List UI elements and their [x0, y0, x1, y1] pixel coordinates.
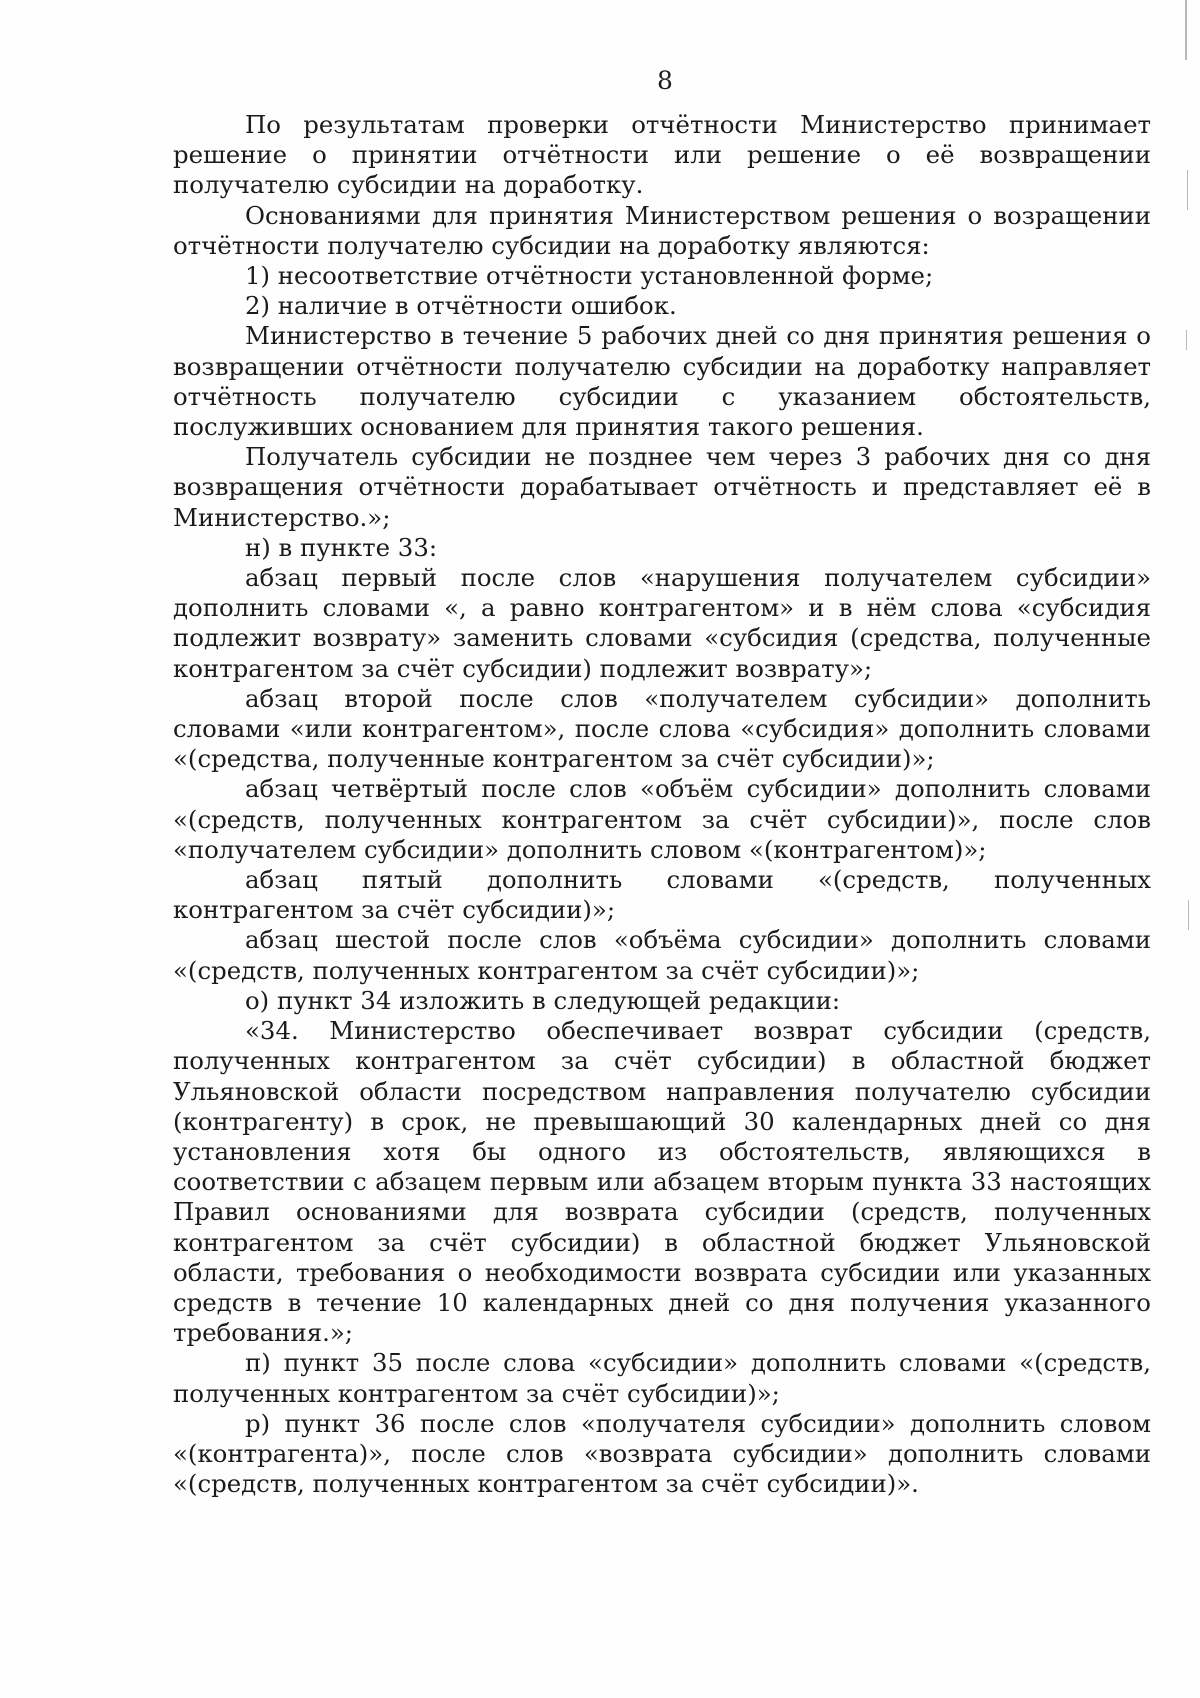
subitem-r-point-36: р) пункт 36 после слов «получателя субсидии» дополнить словом «(контрагента)», после слов «возврата субсидии» дополнить словами «(средств, полученных контрагентом за счёт субсидии)».	[173, 1408, 1151, 1499]
scan-artifact	[1185, 0, 1187, 60]
page-number: 8	[657, 66, 673, 95]
paragraph-ministry-return: Министерство в течение 5 рабочих дней со дня принятия решения о возвращении отчётности получателю субсидии на доработку направляет отчётность получателю субсидии с указанием обстоятельств, послуживших основанием для принятия такого решения.	[173, 321, 1151, 442]
paragraph-abzac-6: абзац шестой после слов «объёма субсидии» дополнить словами «(средств, полученных контрагентом за счёт субсидии)»;	[173, 925, 1151, 985]
document-body	[173, 110, 1151, 1499]
paragraph-abzac-2: абзац второй после слов «получателем субсидии» дополнить словами «или контрагентом», после слова «субсидия» дополнить словами «(средства, полученные контрагентом за счёт субсидии)»;	[173, 683, 1151, 774]
subitem-p-point-35: п) пункт 35 после слова «субсидии» дополнить словами «(средств, полученных контрагентом за счёт субсидии)»;	[173, 1348, 1151, 1408]
paragraph-return-grounds: Основаниями для принятия Министерством решения о возращении отчётности получателю субсидии на доработку являются:	[173, 200, 1151, 260]
paragraph-abzac-5: абзац пятый дополнить словами «(средств, полученных контрагентом за счёт субсидии)»;	[173, 865, 1151, 925]
scan-artifact	[1188, 900, 1189, 930]
paragraph-report-review-decision: По результатам проверки отчётности Министерство принимает решение о принятии отчётности или решение о её возвращении получателю субсидии на доработку.	[173, 110, 1151, 200]
paragraph-point-34: «34. Министерство обеспечивает возврат субсидии (средств, полученных контрагентом за счёт субсидии) в областной бюджет Ульяновской области посредством направления получателю субсидии (контрагенту) в срок, не превышающий 30 календарных дней со дня установления хотя бы одного из обстоятельств, являющихся в соответствии с абзацем первым или абзацем вторым пункта 33 настоящих Правил основаниями для возврата субсидии (средств, полученных контрагентом за счёт субсидии) в областной бюджет Ульяновской области, требования о необходимости возврата субсидии или указанных средств в течение 10 календарных дней со дня получения указанного требования.»;	[173, 1016, 1151, 1348]
subitem-o-heading: о) пункт 34 изложить в следующей редакции:	[245, 985, 841, 1015]
list-item-form-mismatch: 1) несоответствие отчётности установленной форме;	[245, 261, 934, 291]
list-item-errors: 2) наличие в отчётности ошибок.	[245, 291, 677, 321]
paragraph-abzac-1: абзац первый после слов «нарушения получателем субсидии» дополнить словами «, а равно контрагентом» и в нём слова «субсидия подлежит возврату» заменить словами «субсидия (средства, полученные контрагентом за счёт субсидии) подлежит возврату»;	[173, 563, 1151, 683]
scan-artifact	[1186, 330, 1187, 350]
scan-artifact	[1187, 170, 1188, 210]
subitem-n-heading: н) в пункте 33:	[245, 532, 438, 562]
paragraph-recipient-rework: Получатель субсидии не позднее чем через 3 рабочих дня со дня возвращения отчётности дорабатывает отчётность и представляет её в Министерство.»;	[173, 442, 1151, 532]
paragraph-abzac-4: абзац четвёртый после слов «объём субсидии» дополнить словами «(средств, полученных контрагентом за счёт субсидии)», после слов «получателем субсидии» дополнить словом «(контрагентом)»;	[173, 774, 1151, 864]
